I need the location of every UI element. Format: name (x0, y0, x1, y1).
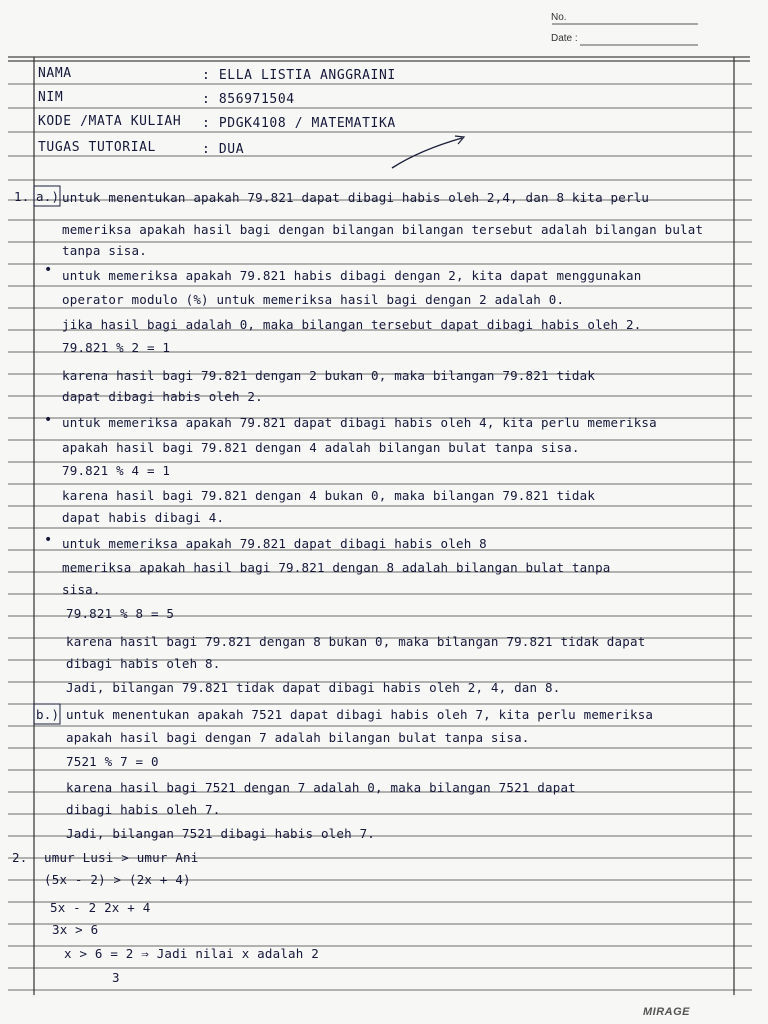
value-nim: : 856971504 (202, 92, 295, 107)
text-line: umur Lusi > umur Ani (44, 850, 199, 865)
text-line: x > 6 = 2 ⇒ Jadi nilai x adalah 2 (64, 946, 319, 961)
text-line: untuk menentukan apakah 79.821 dapat dibagi habis oleh 2,4, dan 8 kita perlu (62, 190, 650, 205)
text-line: karena hasil bagi 79.821 dengan 2 bukan 0, maka bilangan 79.821 tidak (62, 368, 596, 383)
text-line: karena hasil bagi 7521 dengan 7 adalah 0, maka bilangan 7521 dapat (66, 780, 576, 795)
text-line: untuk memeriksa apakah 79.821 dapat dibagi habis oleh 8 (62, 536, 487, 551)
text-line: sisa. (62, 582, 101, 597)
text-line: operator modulo (%) untuk memeriksa hasil bagi dengan 2 adalah 0. (62, 292, 565, 307)
text-line: untuk menentukan apakah 7521 dapat dibagi habis oleh 7, kita perlu memeriksa (66, 707, 654, 722)
text-line: Jadi, bilangan 79.821 tidak dapat dibagi habis oleh 2, 4, dan 8. (66, 680, 561, 695)
no-label: No. (551, 12, 567, 23)
label-nama: NAMA (38, 66, 72, 81)
label-tugas: TUGAS TUTORIAL (38, 140, 156, 155)
text-line: 79.821 % 2 = 1 (62, 340, 171, 355)
text-line: apakah hasil bagi dengan 7 adalah bilangan bulat tanpa sisa. (66, 730, 530, 745)
text-line: 5x - 2 2x + 4 (50, 900, 151, 915)
bullet-2: • (44, 412, 53, 428)
text-line: karena hasil bagi 79.821 dengan 8 bukan 0, maka bilangan 79.821 tidak dapat (66, 634, 646, 649)
text-line: karena hasil bagi 79.821 dengan 4 bukan 0, maka bilangan 79.821 tidak (62, 488, 596, 503)
text-line: 3 (112, 970, 120, 985)
text-line: jika hasil bagi adalah 0, maka bilangan tersebut dapat dibagi habis oleh 2. (62, 317, 642, 332)
text-line: 79.821 % 4 = 1 (62, 463, 171, 478)
part-a-label: a.) (36, 189, 60, 204)
part-b-label: b.) (36, 707, 60, 722)
bullet-1: • (44, 262, 53, 278)
question-number-1: 1. (14, 189, 30, 204)
text-line: 3x > 6 (52, 922, 99, 937)
question-number-2: 2. (12, 850, 28, 865)
text-line: 7521 % 7 = 0 (66, 754, 159, 769)
text-line: dibagi habis oleh 7. (66, 802, 221, 817)
text-line: apakah hasil bagi 79.821 dengan 4 adalah bilangan bulat tanpa sisa. (62, 440, 580, 455)
label-nim: NIM (38, 90, 64, 105)
brand-logo: MIRAGE (643, 1006, 690, 1018)
text-line: 79.821 % 8 = 5 (66, 606, 175, 621)
text-line: memeriksa apakah hasil bagi dengan bilangan bilangan tersebut adalah bilangan bulat (62, 222, 704, 237)
text-line: untuk memeriksa apakah 79.821 dapat dibagi habis oleh 4, kita perlu memeriksa (62, 415, 657, 430)
text-line: dapat habis dibagi 4. (62, 510, 225, 525)
value-nama: : ELLA LISTIA ANGGRAINI (202, 68, 396, 83)
text-line: dapat dibagi habis oleh 2. (62, 389, 263, 404)
bullet-3: • (44, 532, 53, 548)
value-kode: : PDGK4108 / MATEMATIKA (202, 116, 396, 131)
text-line: Jadi, bilangan 7521 dibagi habis oleh 7. (66, 826, 376, 841)
date-label: Date : (551, 33, 578, 44)
text-line: (5x - 2) > (2x + 4) (44, 872, 191, 887)
text-line: tanpa sisa. (62, 243, 147, 258)
label-kode: KODE /MATA KULIAH (38, 114, 182, 129)
value-tugas: : DUA (202, 142, 245, 157)
text-line: untuk memeriksa apakah 79.821 habis dibagi dengan 2, kita dapat menggunakan (62, 268, 642, 283)
text-line: dibagi habis oleh 8. (66, 656, 221, 671)
text-line: memeriksa apakah hasil bagi 79.821 dengan 8 adalah bilangan bulat tanpa (62, 560, 611, 575)
